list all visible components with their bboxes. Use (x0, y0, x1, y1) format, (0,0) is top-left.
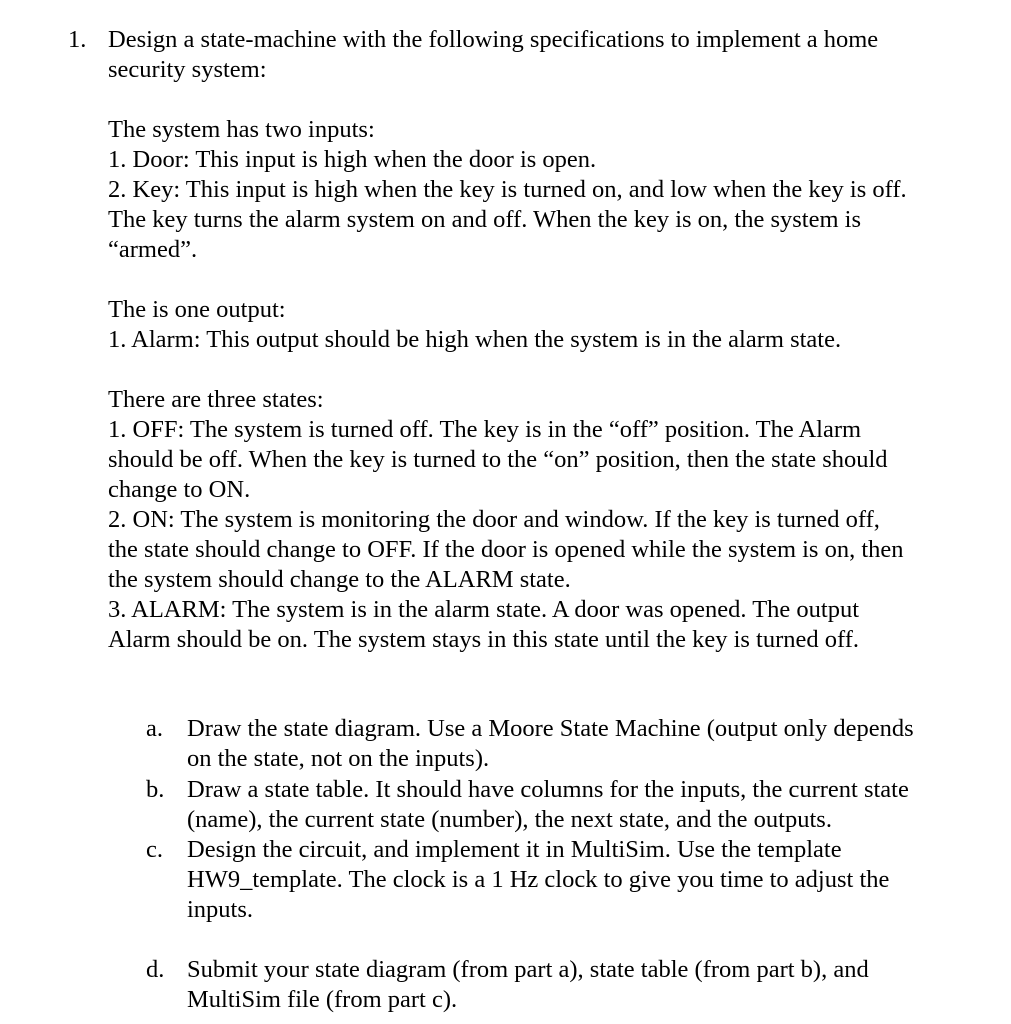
part-text: on the state, not on the inputs). (187, 745, 490, 772)
question-title-line: security system: (108, 56, 267, 83)
state-on: the system should change to the ALARM state. (108, 566, 571, 593)
question-title-line: Design a state-machine with the following specifications to implement a home (108, 26, 879, 53)
state-on: the state should change to OFF. If the door is opened while the system is on, then (108, 536, 904, 563)
question-number: 1. (68, 26, 87, 53)
state-off: 1. OFF: The system is turned off. The key is in the “off” position. The Alarm (108, 416, 862, 443)
output-heading: The is one output: (108, 296, 286, 323)
state-on: 2. ON: The system is monitoring the door and window. If the key is turned off, (108, 506, 880, 533)
states-heading: There are three states: (108, 386, 324, 413)
state-alarm: 3. ALARM: The system is in the alarm state. A door was opened. The output (108, 596, 860, 623)
part-label: a. (146, 715, 163, 742)
part-label: c. (146, 836, 163, 863)
part-text: (name), the current state (number), the next state, and the outputs. (187, 806, 832, 833)
state-off: change to ON. (108, 476, 251, 503)
input-key: 2. Key: This input is high when the key is turned on, and low when the key is off. (108, 176, 907, 203)
inputs-heading: The system has two inputs: (108, 116, 375, 143)
state-alarm: Alarm should be on. The system stays in this state until the key is turned off. (108, 626, 860, 653)
part-text: Submit your state diagram (from part a), state table (from part b), and (187, 956, 869, 983)
input-door: 1. Door: This input is high when the door is open. (108, 146, 597, 173)
part-text: MultiSim file (from part c). (187, 986, 458, 1013)
state-off: should be off. When the key is turned to the “on” position, then the state should (108, 446, 888, 473)
part-text: Draw the state diagram. Use a Moore State Machine (output only depends (187, 715, 914, 742)
part-text: Design the circuit, and implement it in MultiSim. Use the template (187, 836, 842, 863)
input-key-description: “armed”. (108, 236, 198, 263)
part-text: Draw a state table. It should have columns for the inputs, the current state (187, 776, 909, 803)
output-alarm: 1. Alarm: This output should be high when the system is in the alarm state. (108, 326, 842, 353)
part-text: HW9_template. The clock is a 1 Hz clock to give you time to adjust the (187, 866, 890, 893)
part-label: d. (146, 956, 165, 983)
input-key-description: The key turns the alarm system on and off. When the key is on, the system is (108, 206, 862, 233)
part-label: b. (146, 776, 165, 803)
part-text: inputs. (187, 896, 254, 923)
